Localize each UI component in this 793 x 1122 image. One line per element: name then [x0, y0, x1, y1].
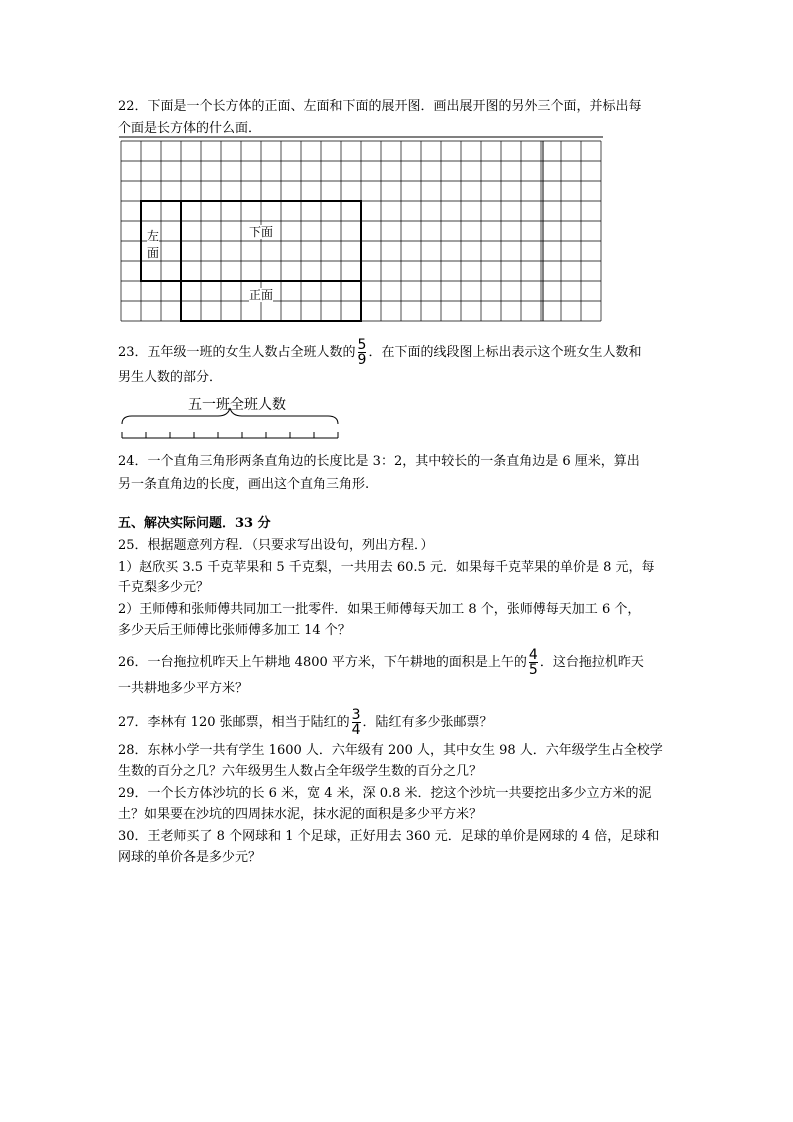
- denominator: 4: [351, 722, 361, 738]
- q23-text-a: 23．五年级一班的女生人数占全班人数的: [118, 345, 356, 360]
- q27-line-1: [118, 708, 493, 737]
- q23-text-b: ．在下面的线段图上标出表示这个班女生人数和: [368, 345, 642, 360]
- q26-line-2: 一共耕地多少平方米？: [118, 681, 249, 696]
- q29-line-1: 29．一个长方体沙坑的长 6 米，宽 4 米，深 0.8 米．挖这个沙坑一共要挖出多少立方米的泥: [118, 786, 652, 801]
- segment-diagram: [114, 406, 344, 446]
- q23-line-2: 男生人数的部分．: [118, 370, 223, 385]
- q24-line-1: 24．一个直角三角形两条直角边的长度比是 3：2，其中较长的一条直角边是 6 厘米，算出: [118, 454, 640, 469]
- q30-line-2: 网球的单价各是多少元？: [118, 850, 262, 865]
- q26-line-1: [118, 648, 644, 677]
- q27-text-b: ．陆红有多少张邮票？: [362, 715, 493, 730]
- brace: [122, 408, 338, 424]
- denominator: 5: [528, 662, 538, 678]
- q25-line-4: 2）王师傅和张师傅共同加工一批零件．如果王师傅每天加工 8 个，张师傅每天加工 6 个，: [118, 602, 641, 617]
- q25-line-2: 1）赵欣买 3.5 千克苹果和 5 千克梨，一共用去 60.5 元．如果每千克苹果的单价是 8 元，每: [118, 560, 655, 575]
- q27-text-a: 27．李林有 120 张邮票，相当于陆红的: [118, 715, 350, 730]
- q30-line-1: 30．王老师买了 8 个网球和 1 个足球，正好用去 360 元．足球的单价是网球的 4 倍，足球和: [118, 829, 660, 844]
- q26-text-b: ．这台拖拉机昨天: [539, 655, 644, 670]
- q26-text-a: 26．一台拖拉机昨天上午耕地 4800 平方米，下午耕地的面积是上午的: [118, 655, 527, 670]
- q22-line-1: 22．下面是一个长方体的正面、左面和下面的展开图．画出展开图的另外三个面，并标出每: [118, 99, 642, 114]
- numerator: 5: [357, 337, 367, 353]
- denominator: 9: [357, 352, 367, 368]
- q25-line-5: 多少天后王师傅比张师傅多加工 14 个？: [118, 623, 351, 638]
- label-left-face-1: 左: [147, 229, 160, 243]
- numerator: 4: [528, 647, 538, 663]
- segment-diagram-title: 五一班全班人数: [188, 397, 286, 413]
- numerator: 3: [351, 707, 361, 723]
- q29-line-2: 土？如果要在沙坑的四周抹水泥，抹水泥的面积是多少平方米？: [118, 807, 483, 822]
- label-left-face-2: 面: [147, 246, 160, 260]
- label-bottom-face: 下面: [249, 225, 274, 239]
- fraction-4-5: [529, 648, 538, 677]
- q23-line-1: [118, 338, 641, 367]
- fraction-3-4: [352, 708, 361, 737]
- q22-line-2: 个面是长方体的什么面．: [118, 121, 262, 136]
- q25-line-1: 25．根据题意列方程．（只要求写出设句，列出方程．）: [118, 538, 434, 553]
- q28-line-1: 28．东林小学一共有学生 1600 人．六年级有 200 人，其中女生 98 人．六年级学生占全校学: [118, 743, 663, 758]
- q25-line-3: 千克梨多少元？: [118, 580, 210, 595]
- q28-line-2: 生数的百分之几？六年级男生人数占全年级学生数的百分之几？: [118, 764, 483, 779]
- bottom-face-rect: [181, 201, 361, 281]
- label-front-face: 正面: [249, 288, 274, 302]
- fraction-5-9: [358, 338, 367, 367]
- q24-line-2: 另一条直角边的长度，画出这个直角三角形.: [118, 477, 370, 492]
- section-5-heading: 五、解决实际问题．33 分: [118, 516, 271, 531]
